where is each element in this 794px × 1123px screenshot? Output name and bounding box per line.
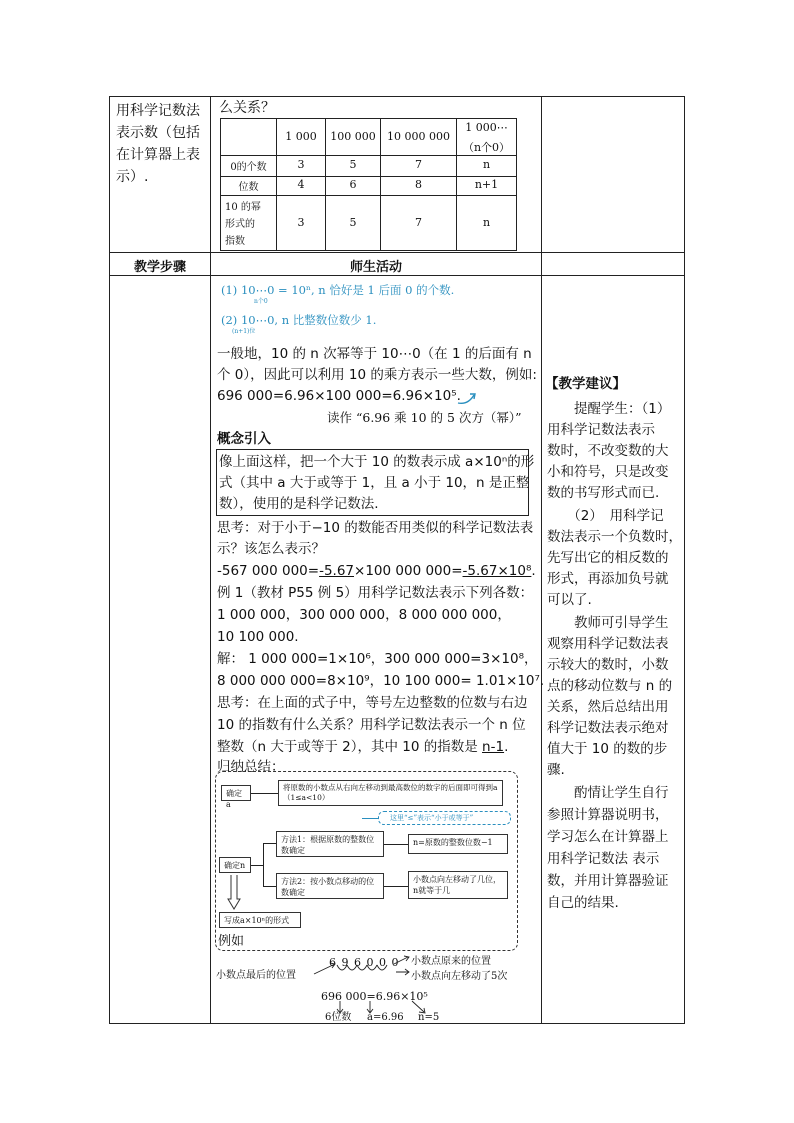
right-col-line: 科学记数法表示绝对 bbox=[547, 720, 669, 736]
concept-title: 概念引入 bbox=[217, 431, 271, 447]
right-col-line: 形式，再添加负号就 bbox=[547, 571, 669, 587]
left-col-line: 表示数（包括 bbox=[116, 125, 200, 141]
summary-title: 归纳总结： bbox=[217, 759, 285, 775]
method1-result-box: n=原数的整数位数−1 bbox=[408, 834, 508, 854]
mini-table-row-label: 10 的幂 bbox=[225, 202, 261, 213]
mini-table-header: 1 000⋯ bbox=[465, 121, 508, 134]
right-col-line: 关系，然后总结出用 bbox=[547, 699, 669, 715]
method2-box: 方法2：按小数点移动的位数确定 bbox=[276, 873, 384, 899]
right-col-line: 数法表示一个负数时， bbox=[547, 529, 682, 545]
mini-table-cell: 3 bbox=[297, 158, 305, 171]
concept-line: 数），使用的是科学记数法. bbox=[219, 496, 379, 512]
down-arrow-icon bbox=[227, 875, 241, 911]
last-position-label: 小数点最后的位置 bbox=[216, 970, 296, 981]
right-col-line: 参照计算器说明书， bbox=[547, 807, 669, 823]
think2-line: 10 的指数有什么关系？用科学记数法表示一个 n 位 bbox=[217, 717, 526, 733]
right-col-line: 示较大的数时，小数 bbox=[547, 657, 669, 673]
right-col-line: 观察用科学记数法表 bbox=[547, 636, 669, 652]
right-col-line: 数的书写形式而已. bbox=[547, 485, 660, 501]
decimal-move-arcs bbox=[335, 963, 397, 977]
table-border-right bbox=[684, 96, 685, 1024]
mini-table-cell: 7 bbox=[415, 216, 422, 229]
right-col-line: 点的移动位数与 n 的 bbox=[547, 678, 673, 694]
top-intro: 么关系？ bbox=[219, 100, 275, 116]
mini-table-cell: 4 bbox=[297, 178, 305, 191]
mini-table-row-label: 形式的 bbox=[225, 219, 255, 230]
right-col-line: 值大于 10 的数的步 bbox=[547, 741, 668, 757]
mini-table-cell: 7 bbox=[415, 158, 422, 171]
table-border-left bbox=[109, 96, 110, 1024]
header-row-bottom bbox=[109, 275, 685, 276]
mini-table-cell: 6 bbox=[349, 178, 357, 191]
header-row-top bbox=[109, 252, 685, 253]
determine-a-box: 确定a bbox=[221, 785, 251, 801]
read-as: 读作 “6.96 乘 10 的 5 次方（幂）” bbox=[327, 410, 522, 425]
right-col-title: 【教学建议】 bbox=[545, 376, 626, 392]
left-col-line: 用科学记数法 bbox=[116, 103, 200, 119]
right-col-line: 酌情让学生自行 bbox=[547, 785, 669, 801]
note-dashed-text: 这里“≤”表示“小于或等于” bbox=[390, 814, 474, 822]
mini-table-cell: 8 bbox=[415, 178, 422, 191]
para1-line: 696 000=6.96×100 000=6.96×10⁵. bbox=[217, 388, 461, 404]
right-col-line: 小和符号，只是改变 bbox=[547, 464, 669, 480]
mini-table-cell: 5 bbox=[349, 216, 357, 229]
blue-note-1: (1) 10⋯0 = 10ⁿ, n 恰好是 1 后面 0 的个数. bbox=[221, 283, 455, 297]
blue-note-1-sub: n个0 bbox=[254, 298, 268, 305]
think1-line: 示？该怎么表示？ bbox=[217, 541, 325, 557]
blue-note-2: (2) 10⋯0, n 比整数位数少 1. bbox=[221, 313, 377, 327]
mini-table-header: （n个0） bbox=[462, 141, 511, 154]
para1-line: 一般地，10 的 n 次幂等于 10⋯0（在 1 的后面有 n bbox=[217, 346, 532, 362]
moved-label: 小数点向左移动了5次 bbox=[411, 971, 508, 982]
a-value: a=6.96 bbox=[367, 1012, 404, 1023]
a-desc-box: 将原数的小数点从右向左移动到最高数位的数字的后面即可得到a（1≤a<10） bbox=[278, 780, 503, 806]
mini-table-row-label: 位数 bbox=[238, 182, 259, 193]
example1-line: 10 100 000. bbox=[217, 629, 299, 645]
mini-table-header: 100 000 bbox=[330, 130, 376, 143]
mini-table-cell: n+1 bbox=[474, 178, 499, 191]
original-position-label: 小数点原来的位置 bbox=[411, 956, 491, 967]
blue-note-2-sub: (n+1)位 bbox=[232, 328, 256, 335]
arrow-orig-icon bbox=[393, 955, 411, 965]
right-col-line: 用科学记数法表示 bbox=[547, 422, 655, 438]
mini-table-row-label: 指数 bbox=[225, 236, 245, 247]
right-col-line: 数时，不改变数的大 bbox=[547, 443, 669, 459]
right-col-line: 用科学记数法 表示 bbox=[547, 851, 660, 867]
negative-example: -567 000 000=-5.67×100 000 000=-5.67×10⁸. bbox=[217, 563, 536, 579]
concept-line: 式（其中 a 大于或等于 1，且 a 小于 10，n 是正整 bbox=[219, 475, 530, 491]
example-equation: 696 000=6.96×10⁵ bbox=[321, 990, 428, 1003]
col-divider-2 bbox=[541, 96, 542, 1024]
solution-line: 8 000 000 000=8×10⁹，10 100 000= 1.01×10⁷. bbox=[217, 673, 545, 689]
mini-table-row-label: 0的个数 bbox=[230, 162, 267, 173]
mini-table-header: 1 000 bbox=[285, 130, 317, 143]
think1-line: 思考：对于小于−10 的数能否用类似的科学记数法表 bbox=[217, 520, 534, 536]
think2-line: 思考：在上面的式子中，等号左边整数的位数与右边 bbox=[217, 695, 528, 711]
write-form-box: 写成a×10ⁿ的形式 bbox=[219, 912, 301, 928]
six-digits-label: 6位数 bbox=[325, 1012, 352, 1023]
example1-line: 1 000 000，300 000 000，8 000 000 000， bbox=[217, 607, 511, 623]
right-col-line: 学习怎么在计算器上 bbox=[547, 829, 669, 845]
right-col-line: 骤. bbox=[547, 762, 565, 778]
arrow-last-icon bbox=[313, 962, 337, 976]
read-arrow-icon bbox=[456, 391, 480, 407]
mini-table-cell: 5 bbox=[349, 158, 357, 171]
solution-line: 解： 1 000 000=1×10⁶，300 000 000=3×10⁸， bbox=[217, 651, 538, 667]
right-col-line: 可以了. bbox=[547, 592, 592, 608]
think2-line-3: 整数（n 大于或等于 2），其中 10 的指数是 n-1. bbox=[217, 739, 509, 755]
method2-result-box: 小数点向左移动了几位，n就等于几 bbox=[408, 871, 508, 899]
example-digits: 6 9 6 0 0 0 bbox=[329, 956, 400, 969]
mini-table-cell: 3 bbox=[297, 216, 305, 229]
para1-line: 个 0），因此可以利用 10 的乘方表示一些大数，例如: bbox=[217, 367, 537, 383]
determine-n-box: 确定n bbox=[219, 857, 251, 873]
concept-line: 像上面这样，把一个大于 10 的数表示成 a×10ⁿ的形 bbox=[219, 454, 535, 470]
header-teaching-steps: 教学步骤 bbox=[133, 260, 186, 275]
header-activities: 师生活动 bbox=[349, 260, 402, 275]
right-col-line: 提醒学生：（1） bbox=[547, 401, 671, 417]
right-col-line: 自己的结果. bbox=[547, 895, 619, 911]
example1-line: 例 1（教材 P55 例 5）用科学记数法表示下列各数： bbox=[217, 585, 534, 601]
left-col-line: 示）. bbox=[116, 169, 149, 185]
left-col-line: 在计算器上表 bbox=[116, 147, 200, 163]
arrow-moved-icon bbox=[395, 968, 411, 976]
right-col-line: 教师可引导学生 bbox=[547, 615, 669, 631]
right-col-line: 数，并用计算器验证 bbox=[547, 873, 669, 889]
table-border-top bbox=[109, 96, 685, 97]
method1-box: 方法1：根据原数的整数位数确定 bbox=[276, 831, 384, 857]
mini-table-header: 10 000 000 bbox=[387, 130, 450, 143]
mini-table-cell: n bbox=[482, 158, 491, 171]
right-col-line: （2） 用科学记 bbox=[547, 508, 664, 524]
col-divider-1 bbox=[210, 96, 211, 1024]
n-value: n=5 bbox=[418, 1012, 440, 1023]
right-col-line: 先写出它的相反数的 bbox=[547, 550, 669, 566]
example-label: 例如 bbox=[218, 934, 245, 949]
mini-table-cell: n bbox=[482, 216, 491, 229]
